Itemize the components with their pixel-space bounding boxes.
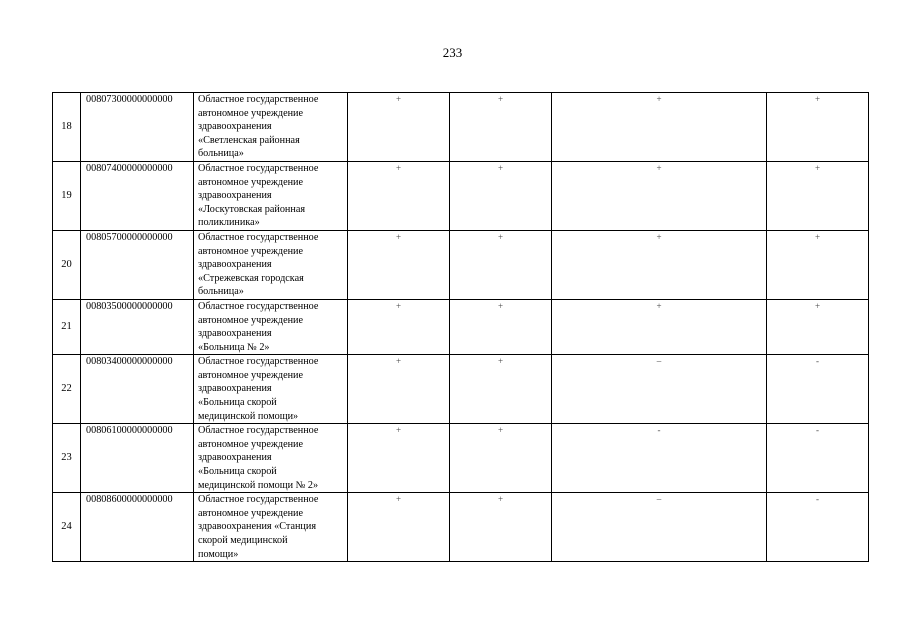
mark-cell: - [767, 355, 869, 424]
name-line: помощи» [198, 548, 239, 560]
mark-cell: + [767, 230, 869, 299]
row-number: 20 [53, 230, 81, 299]
mark-cell: + [767, 93, 869, 162]
institution-name [194, 161, 348, 230]
institution-code: 00803400000000000 [81, 355, 194, 424]
name-line: «Лоскутовская районная [198, 203, 306, 215]
mark-cell: + [552, 93, 767, 162]
institution-code: 00807300000000000 [81, 93, 194, 162]
mark-cell: + [348, 299, 450, 354]
mark-cell: + [348, 230, 450, 299]
institution-name [194, 230, 348, 299]
name-line: автономное учреждение [198, 245, 304, 257]
mark-cell: + [348, 493, 450, 562]
mark-cell: + [450, 161, 552, 230]
mark-cell: - [767, 424, 869, 493]
name-line: «Стрежевская городская [198, 272, 304, 284]
row-number: 18 [53, 93, 81, 162]
mark-cell: + [552, 230, 767, 299]
name-line: здравоохранения [198, 452, 272, 464]
institution-name [194, 424, 348, 493]
row-number: 19 [53, 161, 81, 230]
table-row [53, 424, 869, 493]
table-row [53, 355, 869, 424]
institution-code: 00805700000000000 [81, 230, 194, 299]
institution-name [194, 493, 348, 562]
name-line: здравоохранения [198, 259, 272, 271]
row-number: 24 [53, 493, 81, 562]
name-line: автономное учреждение [198, 314, 304, 326]
name-line: автономное учреждение [198, 438, 304, 450]
mark-cell: + [450, 299, 552, 354]
name-line: автономное учреждение [198, 507, 304, 519]
name-line: здравоохранения «Станция [198, 521, 317, 533]
mark-cell: + [767, 161, 869, 230]
name-line: больница» [198, 286, 244, 298]
name-line: «Больница скорой [198, 466, 277, 478]
table-row [53, 230, 869, 299]
name-line: Областное государственное [198, 231, 319, 243]
row-number: 22 [53, 355, 81, 424]
mark-cell: + [552, 161, 767, 230]
name-line: «Светленская районная [198, 134, 300, 146]
name-line: автономное учреждение [198, 176, 304, 188]
name-line: здравоохранения [198, 383, 272, 395]
name-line: поликлиника» [198, 217, 260, 229]
name-line: здравоохранения [198, 328, 272, 340]
name-line: Областное государственное [198, 356, 319, 368]
page-number: 233 [442, 45, 463, 60]
name-line: здравоохранения [198, 121, 272, 133]
institution-name [194, 93, 348, 162]
institution-name [194, 355, 348, 424]
name-line: «Больница № 2» [198, 341, 270, 353]
institution-code: 00807400000000000 [81, 161, 194, 230]
table-row [53, 299, 869, 354]
mark-cell: + [450, 93, 552, 162]
name-line: Областное государственное [198, 425, 319, 437]
row-number: 23 [53, 424, 81, 493]
name-line: автономное учреждение [198, 369, 304, 381]
name-line: «Больница скорой [198, 397, 277, 409]
name-line: Областное государственное [198, 494, 319, 506]
institution-code: 00808600000000000 [81, 493, 194, 562]
mark-cell: + [348, 93, 450, 162]
mark-cell: + [450, 493, 552, 562]
mark-cell: + [767, 299, 869, 354]
mark-cell: + [348, 161, 450, 230]
name-line: больница» [198, 148, 244, 160]
row-number: 21 [53, 299, 81, 354]
name-line: Областное государственное [198, 162, 319, 174]
mark-cell: - [767, 493, 869, 562]
name-line: Областное государственное [198, 94, 319, 105]
institutions-table [52, 92, 869, 562]
table-row [53, 493, 869, 562]
name-line: Областное государственное [198, 300, 319, 312]
mark-cell: + [450, 355, 552, 424]
name-line: автономное учреждение [198, 107, 304, 119]
institution-name [194, 299, 348, 354]
table-row [53, 161, 869, 230]
mark-cell: – [552, 355, 767, 424]
name-line: медицинской помощи» [198, 410, 299, 422]
mark-cell: + [348, 424, 450, 493]
mark-cell: + [450, 424, 552, 493]
mark-cell: + [348, 355, 450, 424]
name-line: здравоохранения [198, 190, 272, 202]
institution-code: 00806100000000000 [81, 424, 194, 493]
table-row [53, 93, 869, 162]
mark-cell: – [552, 493, 767, 562]
mark-cell: + [450, 230, 552, 299]
name-line: медицинской помощи № 2» [198, 479, 319, 491]
mark-cell: + [552, 299, 767, 354]
institution-code: 00803500000000000 [81, 299, 194, 354]
name-line: скорой медицинской [198, 535, 288, 546]
mark-cell: - [552, 424, 767, 493]
